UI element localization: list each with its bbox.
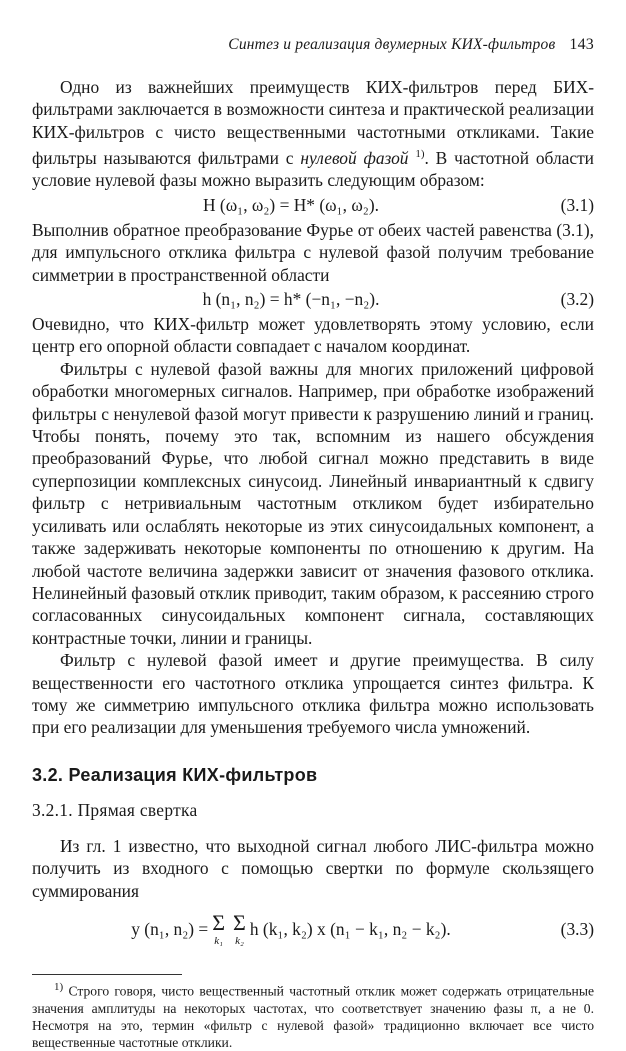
- equation-formula: [32, 912, 550, 947]
- equation-lhs: y (n₁, n₂) =: [131, 919, 209, 940]
- page-number: 143: [569, 36, 594, 53]
- equation-3-1: [32, 193, 594, 217]
- paragraph-inverse-transform: Выполнив обратное преобразование Фурье от обеих частей равенства (3.1), для импульсного отклика фильтра с нулевой фазой получим требование симметрии в пространственной области: [32, 219, 594, 285]
- equation-3-3: [32, 908, 594, 952]
- paragraph-text: . В частотной области условие нулевой фазы можно выразить следующим образом:: [32, 148, 594, 191]
- sigma-symbol: Σ: [233, 910, 246, 936]
- book-page: [32, 36, 594, 1051]
- paragraph-text: Одно из важнейших преимуществ КИХ-фильтров перед БИХ-фильтрами заключается в возможности синтеза и практической реализации КИХ-фильтров с чисто вещественными частотными откликами. Такие фильтры называются фильтрами с: [32, 77, 594, 169]
- footnote-marker[interactable]: 1): [415, 148, 425, 161]
- footnote-divider: [32, 974, 182, 975]
- sum-operator: [233, 912, 246, 947]
- paragraph-obviously: Очевидно, что КИХ-фильтр может удовлетворять этому условию, если центр его опорной области совпадает с началом координат.: [32, 314, 594, 357]
- sum-operator: [212, 912, 225, 947]
- paragraph-other-advantages: Фильтр с нулевой фазой имеет и другие преимущества. В силу вещественности его частотного отклика упрощается синтез фильтра. К тому же симметрию импульсного отклика фильтра можно использовать при его реализации для уменьшения требуемого числа умножений.: [32, 650, 594, 738]
- paragraph-zero-phase-intro: [32, 76, 594, 192]
- subsection-heading: 3.2.1. Прямая свертка: [32, 799, 198, 820]
- equation-number: (3.2): [560, 289, 594, 310]
- italic-term: нулевой фазой: [300, 148, 409, 169]
- running-header: [32, 36, 594, 54]
- sum-index: k₂: [235, 935, 244, 948]
- body-text: [32, 76, 594, 739]
- footnote-text: Строго говоря, чисто вещественный частотный отклик может содержать отрицательные значения амплитуды на некоторых частотах, что соответствует значению фазы π, а не 0. Несмотря на это, термин «фильтр с нулевой фазой» традиционно включает все чисто вещественные частотные отклики.: [32, 983, 594, 1050]
- equation-formula: H (ω₁, ω₂) = H* (ω₁, ω₂).: [203, 194, 379, 215]
- sum-index: k₁: [214, 935, 223, 948]
- equation-rhs: h (k₁, k₂) x (n₁ − k₁, n₂ − k₂).: [249, 919, 451, 940]
- equation-formula: h (n₁, n₂) = h* (−n₁, −n₂).: [202, 289, 380, 310]
- section-heading: 3.2. Реализация КИХ-фильтров: [32, 764, 318, 785]
- footnote-marker: 1): [54, 980, 64, 993]
- equation-number: (3.3): [560, 919, 594, 940]
- paragraph-zero-phase-importance: Фильтры с нулевой фазой важны для многих приложений цифровой обработки многомерных сигналов. Например, при обработке изображений фильтры с ненулевой фазой могут привести к разрушению линий и границ. Чтобы понять, почему это так, вспомним из нашего обсуждения преобразований Фурье, что любой сигнал можно представить в виде суперпозиции комплексных синусоид. Линейный инвариантный к сдвигу фильтр с нетривиальным частотным откликом будет избирательно усиливать или ослаблять некоторые из этих синусоидальных компонент, а также задерживать некоторые компоненты по отношению к другим. На любой частоте величина задержки зависит от значения фазового отклика. Нелинейный фазовый отклик приводит, таким образом, к рассеянию строго согласованных синусоидальных компонент сигнала, составляющих контрастные точки, линии и границы.: [32, 358, 594, 648]
- running-title: Синтез и реализация двумерных КИХ-фильтров: [228, 36, 556, 53]
- equation-number: (3.1): [560, 194, 594, 215]
- equation-3-2: [32, 287, 594, 311]
- paragraph-convolution: Из гл. 1 известно, что выходной сигнал любого ЛИС-фильтра можно получить из входного с помощью свертки по формуле скользящего суммирования: [32, 835, 594, 901]
- sigma-symbol: Σ: [212, 910, 226, 936]
